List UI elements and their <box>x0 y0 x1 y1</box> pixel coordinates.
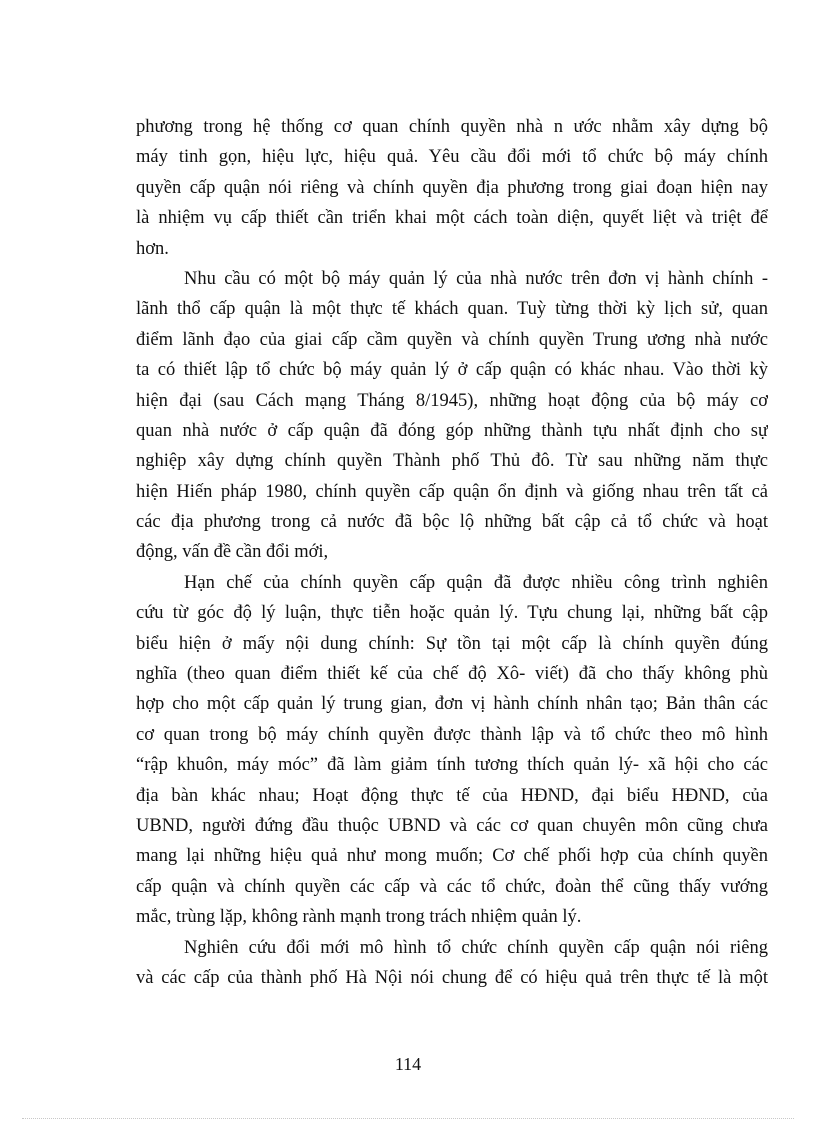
text-line: UBND, người đứng đầu thuộc UBND và các cơ quan chuyên môn cũng chưa <box>136 815 768 836</box>
text-line: hiện Hiến pháp 1980, chính quyền cấp quận ổn định và giống nhau trên tất cả <box>136 481 768 502</box>
text-line: điểm lãnh đạo của giai cấp cầm quyền và chính quyền Trung ương nhà nước <box>136 329 768 350</box>
text-line: cứu từ góc độ lý luận, thực tiễn hoặc quản lý. Tựu chung lại, những bất cập <box>136 603 768 624</box>
paragraph-end-line: động, vấn đề cần đổi mới, <box>136 542 329 563</box>
body-text <box>136 112 768 993</box>
paragraph-first-line: Hạn chế của chính quyền cấp quận đã được nhiều công trình nghiên <box>184 572 768 593</box>
text-line: biểu hiện ở mấy nội dung chính: Sự tồn tại một cấp là chính quyền đúng <box>136 633 768 654</box>
text-line: hiện đại (sau Cách mạng Tháng 8/1945), những hoạt động của bộ máy cơ <box>136 390 768 411</box>
text-line: mang lại những hiệu quả như mong muốn; Cơ chế phối hợp của chính quyền <box>136 846 768 867</box>
text-line: ta có thiết lập tổ chức bộ máy quản lý ở cấp quận có khác nhau. Vào thời kỳ <box>136 360 768 381</box>
text-line: địa bàn khác nhau; Hoạt động thực tế của HĐND, đại biểu HĐND, của <box>136 785 768 806</box>
page-number: 114 <box>394 1054 422 1074</box>
paragraph-first-line: Nhu cầu có một bộ máy quản lý của nhà nước trên đơn vị hành chính - <box>184 268 768 289</box>
paragraph-first-line: Nghiên cứu đổi mới mô hình tổ chức chính quyền cấp quận nói riêng <box>184 937 768 958</box>
text-line: nghiệp xây dựng chính quyền Thành phố Thủ đô. Từ sau những năm thực <box>136 451 768 472</box>
text-line: “rập khuôn, máy móc” đã làm giảm tính tương thích quản lý- xã hội cho các <box>136 755 768 776</box>
paragraph-end-line: hơn. <box>136 238 169 259</box>
text-line: cấp quận và chính quyền các cấp và các tổ chức, đoàn thể cũng thấy vướng <box>136 876 768 897</box>
text-line: hợp cho một cấp quản lý trung gian, đơn vị hành chính nhân tạo; Bản thân các <box>136 694 768 715</box>
text-line: cơ quan trong bộ máy chính quyền được thành lập và tổ chức theo mô hình <box>136 724 768 745</box>
text-line: nghĩa (theo quan điểm thiết kế của chế độ Xô- viết) đã cho thấy không phù <box>136 664 768 685</box>
text-line: là nhiệm vụ cấp thiết cần triển khai một cách toàn diện, quyết liệt và triệt để <box>136 208 768 229</box>
text-line: các địa phương trong cả nước đã bộc lộ những bất cập cả tổ chức và hoạt <box>136 512 768 533</box>
text-line: phương trong hệ thống cơ quan chính quyền nhà n ước nhằm xây dựng bộ <box>136 117 768 137</box>
text-line: và các cấp của thành phố Hà Nội nói chung để có hiệu quả trên thực tế là một <box>136 967 768 988</box>
text-line: máy tinh gọn, hiệu lực, hiệu quả. Yêu cầu đổi mới tổ chức bộ máy chính <box>136 147 768 168</box>
footer-dotted-rule <box>22 1118 794 1119</box>
text-line: quan nhà nước ở cấp quận đã đóng góp những thành tựu nhất định cho sự <box>136 420 768 441</box>
text-line: lãnh thổ cấp quận là một thực tế khách quan. Tuỳ từng thời kỳ lịch sử, quan <box>136 299 768 320</box>
text-line: quyền cấp quận nói riêng và chính quyền địa phương trong giai đoạn hiện nay <box>136 177 768 198</box>
paragraph-end-line: mắc, trùng lặp, không rành mạnh trong trách nhiệm quản lý. <box>136 907 582 928</box>
